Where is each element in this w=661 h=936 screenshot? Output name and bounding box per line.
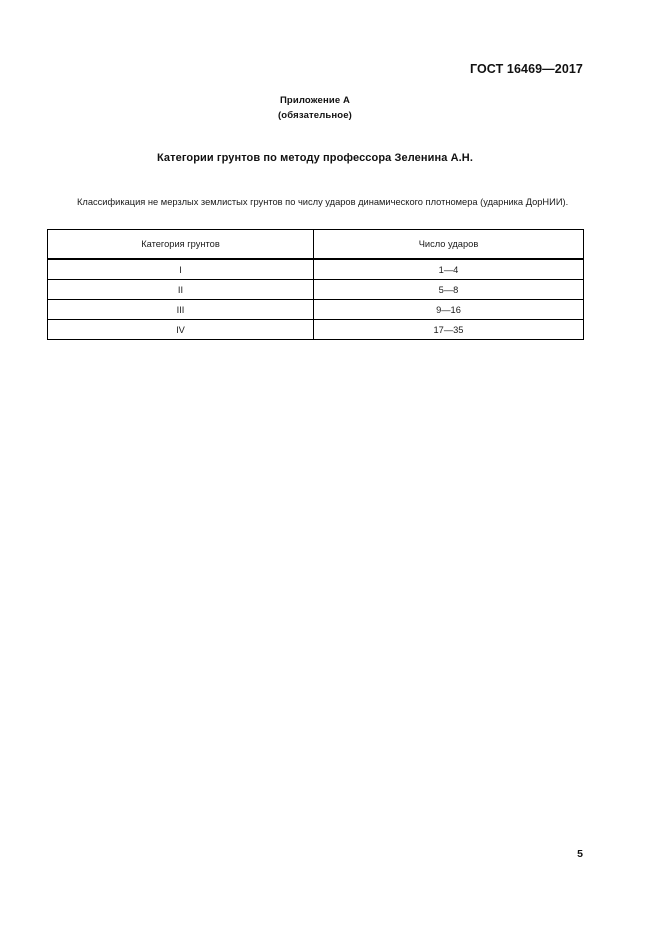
cell-category-value: I	[179, 264, 182, 275]
table-header	[48, 230, 584, 260]
running-header: ГОСТ 16469—2017	[469, 62, 583, 76]
appendix-heading-block	[47, 93, 583, 123]
appendix-label: Приложение А	[279, 95, 351, 106]
column-header-blows	[314, 230, 584, 260]
cell-category-value: III	[176, 304, 185, 315]
cell-category	[48, 259, 314, 280]
page-title: Категории грунтов по методу профессора Зеленина А.Н.	[156, 152, 474, 164]
cell-blows	[314, 280, 584, 300]
appendix-status: (обязательное)	[277, 110, 353, 121]
table-row	[48, 320, 584, 340]
cell-blows-value: 9—16	[436, 304, 461, 315]
table-row	[48, 259, 584, 280]
soil-category-table	[47, 229, 584, 340]
cell-blows	[314, 259, 584, 280]
cell-category	[48, 300, 314, 320]
table-header-row	[48, 230, 584, 260]
table-row	[48, 280, 584, 300]
cell-blows-value: 1—4	[438, 264, 459, 275]
page-number: 5	[577, 848, 583, 860]
cell-category	[48, 320, 314, 340]
table-body	[48, 259, 584, 340]
intro-paragraph: Классификация не мерзлых землистых грунтов по числу ударов динамического плотномера (ударника ДорНИИ).	[77, 197, 569, 208]
cell-category-value: II	[177, 284, 184, 295]
column-header-category-label: Категория грунтов	[141, 239, 220, 249]
table-row	[48, 300, 584, 320]
cell-blows	[314, 320, 584, 340]
cell-blows	[314, 300, 584, 320]
column-header-blows-label: Число ударов	[418, 239, 479, 249]
column-header-category	[48, 230, 314, 260]
cell-blows-value: 17—35	[433, 324, 464, 335]
cell-category	[48, 280, 314, 300]
cell-category-value: IV	[176, 324, 185, 335]
cell-blows-value: 5—8	[438, 284, 459, 295]
